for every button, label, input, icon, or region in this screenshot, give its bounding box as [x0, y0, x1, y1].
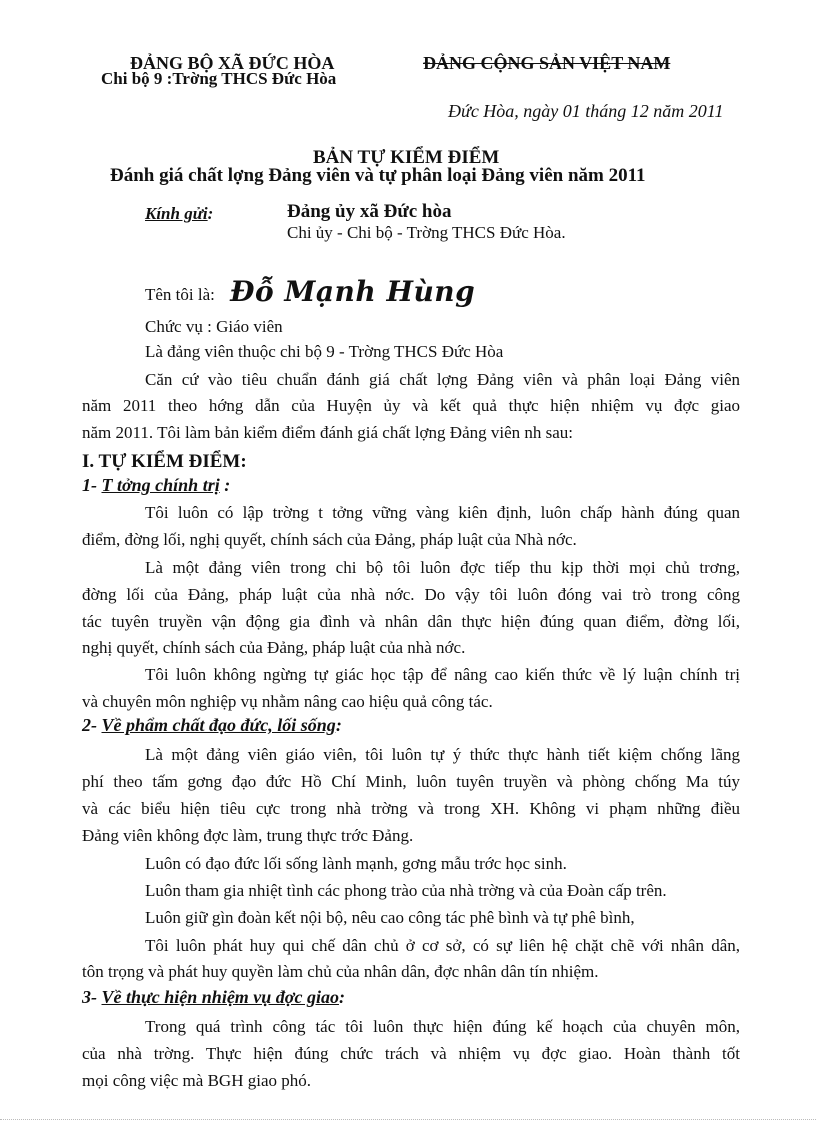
name-signature: Đỗ Mạnh Hùng: [230, 275, 476, 308]
subsection-3-line: mọi công việc mà BGH giao phó.: [82, 1071, 311, 1090]
subsection-2-line: Luôn giữ gìn đoàn kết nội bộ, nêu cao công tác phê bình và tự phê bình,: [145, 908, 635, 927]
recipient-primary: Đảng ủy xã Đức hòa: [287, 201, 452, 222]
subsection-1-line: Là một đảng viên trong chi bộ tôi luôn đợc tiếp thu kịp thời mọi chủ trơng,: [145, 558, 740, 577]
subsection-2-line: Là một đảng viên giáo viên, tôi luôn tự ý thức thực hành tiết kiệm chống lãng: [145, 745, 740, 764]
subsection-1-line: Tôi luôn có lập trờng t tởng vững vàng kiên định, luôn chấp hành đúng quan: [145, 503, 740, 522]
party-committee-name: ĐẢNG BỘ XÃ ĐỨC HÒA: [130, 53, 335, 73]
recipient-label: Kính gửi:: [145, 204, 214, 223]
intro-para-line: năm 2011. Tôi làm bản kiểm điểm đánh giá chất lợng Đảng viên nh sau:: [82, 423, 574, 442]
party-national-name: ĐẢNG CỘNG SẢN VIỆT NAM: [423, 53, 671, 73]
document-date: Đức Hòa, ngày 01 tháng 12 năm 2011: [448, 101, 724, 121]
subsection-2-line: tôn trọng và phát huy quyền làm chủ của nhân dân, đợc nhân dân tín nhiệm.: [82, 962, 599, 981]
subsection-2-heading: 2- Về phẩm chất đạo đức, lối sống:: [82, 715, 342, 735]
subsection-1-line: tác tuyên truyền vận động gia đình và nhân dân thực hiện đúng quan điểm, đờng lối,: [82, 612, 740, 631]
subsection-2-line: phí theo tấm gơng đạo đức Hồ Chí Minh, luôn tuyên truyền và phòng chống Ma túy: [82, 772, 740, 791]
subsection-2-line: Đảng viên không đợc làm, trung thực trớc Đảng.: [82, 826, 414, 845]
page-bottom-divider: [0, 1119, 816, 1120]
subsection-1-heading: 1- T tởng chính trị :: [82, 475, 231, 495]
subsection-1-line: nghị quyết, chính sách của Đảng, pháp luật của nhà nớc.: [82, 638, 466, 657]
document-title: BẢN TỰ KIỂM ĐIỂM: [313, 147, 500, 168]
subsection-1-line: đờng lối của Đảng, pháp luật của nhà nớc. Do vậy tôi luôn đóng vai trò trong công: [82, 585, 740, 604]
subsection-2-line: Luôn có đạo đức lối sống lành mạnh, gơng mẫu trớc học sinh.: [145, 854, 567, 873]
subsection-3-line: của nhà trờng. Thực hiện đúng chức trách và nhiệm vụ đợc giao. Hoàn thành tốt: [82, 1044, 740, 1063]
intro-para-line: năm 2011 theo hớng dẫn của Huyện ủy và kết quả thực hiện nhiệm vụ đợc giao: [82, 396, 740, 415]
subsection-3-line: Trong quá trình công tác tôi luôn thực hiện đúng kế hoạch của chuyên môn,: [145, 1017, 740, 1036]
name-label: Tên tôi là:: [145, 285, 215, 304]
subsection-2-line: Luôn tham gia nhiệt tình các phong trào của nhà trờng và của Đoàn cấp trên.: [145, 881, 667, 900]
subsection-1-line: điểm, đờng lối, nghị quyết, chính sách của Đảng, pháp luật của Nhà nớc.: [82, 530, 577, 549]
subsection-3-heading: 3- Về thực hiện nhiệm vụ đợc giao:: [82, 987, 345, 1007]
subsection-1-line: và chuyên môn nghiệp vụ nhằm nâng cao hiệu quả công tác.: [82, 692, 493, 711]
document-subtitle: Đánh giá chất lợng Đảng viên và tự phân loại Đảng viên năm 2011: [110, 165, 646, 186]
membership-line: Là đảng viên thuộc chi bộ 9 - Trờng THCS Đức Hòa: [145, 342, 504, 361]
subsection-2-line: Tôi luôn phát huy qui chế dân chủ ở cơ sở, có sự liên hệ chặt chẽ với nhân dân,: [145, 936, 740, 955]
position-line: Chức vụ : Giáo viên: [145, 317, 283, 336]
section-heading: I. TỰ KIỂM ĐIỂM:: [82, 451, 247, 472]
subsection-1-line: Tôi luôn không ngừng tự giác học tập để nâng cao kiến thức về lý luận chính trị: [145, 665, 740, 684]
subsection-2-line: và các biểu hiện tiêu cực trong nhà trờng và trong XH. Không vi phạm những điều: [82, 799, 740, 818]
recipient-secondary: Chi ủy - Chi bộ - Trờng THCS Đức Hòa.: [287, 223, 566, 242]
intro-para-line: Căn cứ vào tiêu chuẩn đánh giá chất lợng Đảng viên và phân loại Đảng viên: [145, 370, 740, 389]
party-cell-name: Chi bộ 9 :Trờng THCS Đức Hòa: [101, 69, 337, 88]
